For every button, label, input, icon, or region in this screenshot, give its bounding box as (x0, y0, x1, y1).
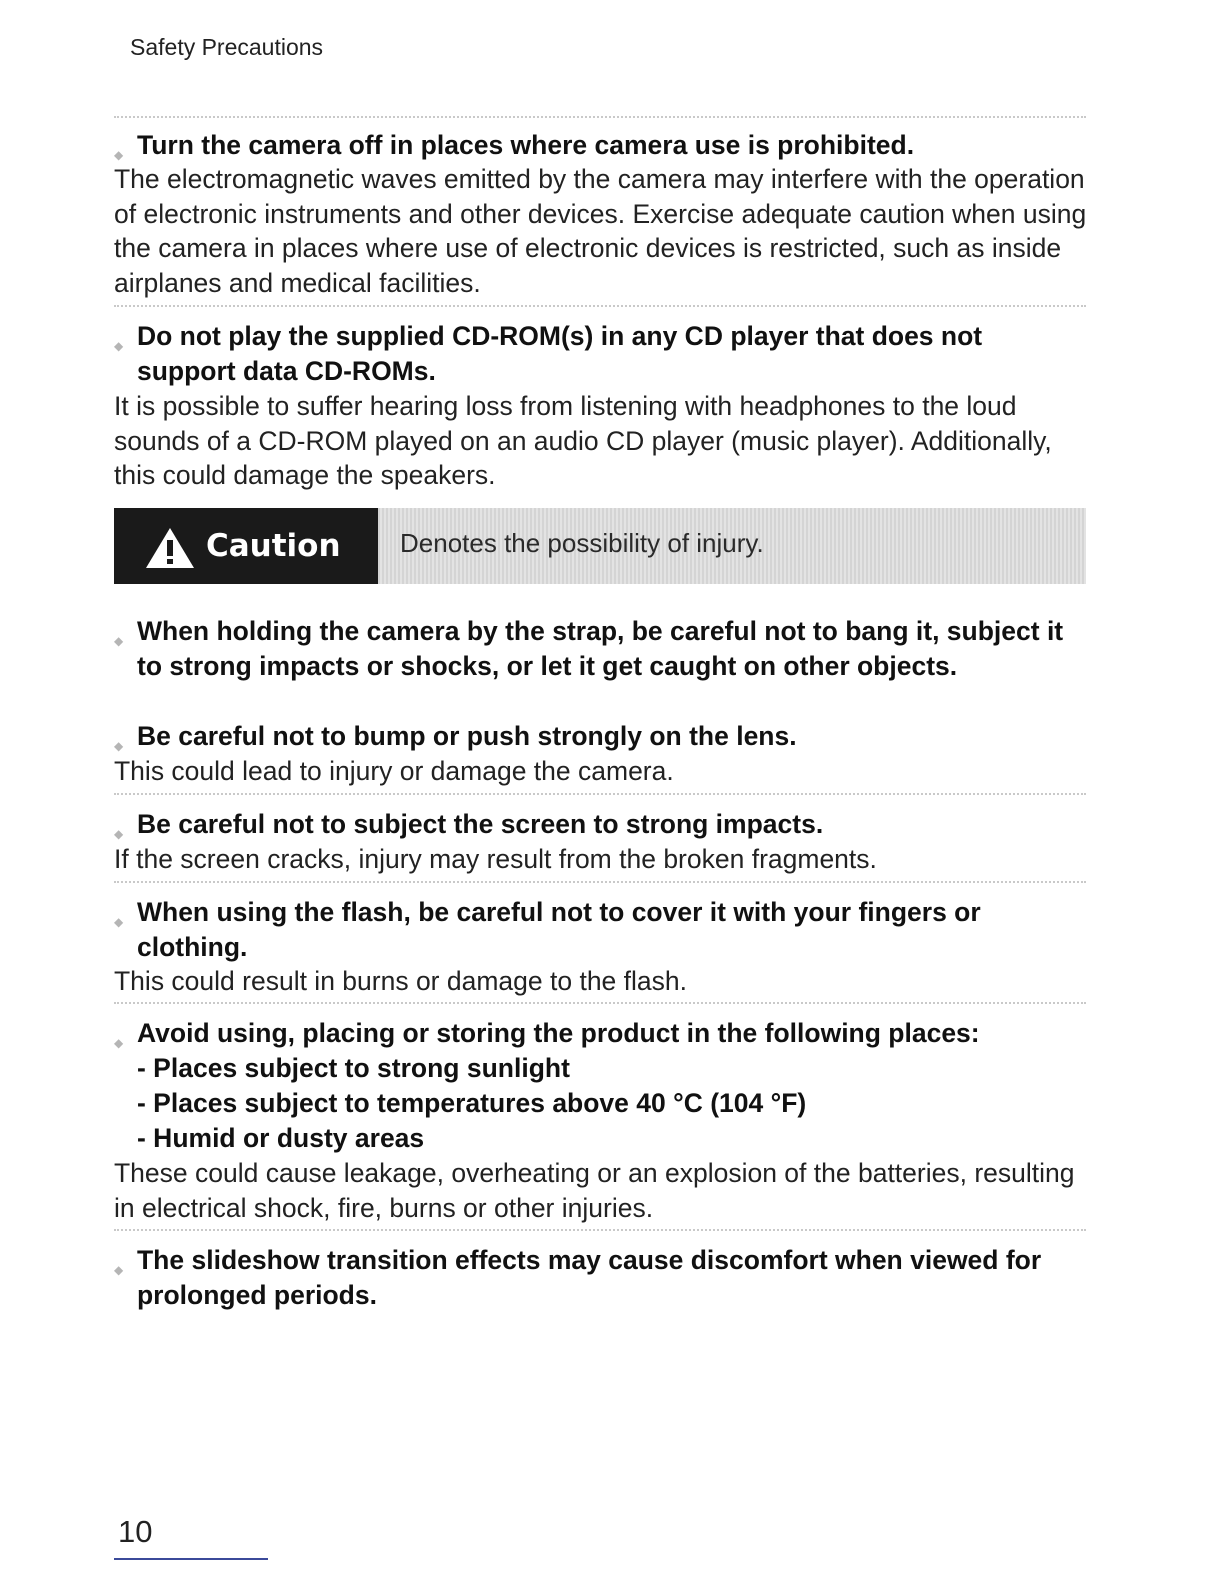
divider (114, 793, 1086, 795)
caution-heading (114, 1243, 1086, 1313)
bullet-icon: ◆ (114, 739, 124, 753)
warning-body: It is possible to suffer hearing loss from listening with headphones to the loud sounds of a CD-ROM played on an audio CD player (music player). Additionally, this could damage the speakers. (114, 391, 1052, 490)
caution-body: If the screen cracks, injury may result from the broken fragments. (114, 844, 877, 874)
caution-heading (114, 895, 1086, 965)
bullet-icon: ◆ (114, 634, 124, 648)
heading-text: Be careful not to subject the screen to strong impacts. (137, 809, 824, 839)
page-number: 10 (118, 1514, 153, 1549)
divider (114, 116, 1086, 118)
caution-heading (114, 807, 1086, 842)
caution-heading (114, 1016, 1086, 1156)
caution-description: Denotes the possibility of injury. (400, 528, 764, 558)
warning-body: The electromagnetic waves emitted by the camera may interfere with the operation of electronic instruments and other devices. Exercise adequate caution when using the camera in places where use of electronic devices is restricted, such as inside airplanes and medical facilities. (114, 164, 1087, 298)
bullet-icon: ◆ (114, 148, 124, 162)
sub-item: - Places subject to temperatures above 40 °C (104 °F) (137, 1088, 807, 1118)
divider (114, 1229, 1086, 1231)
bullet-icon: ◆ (114, 1263, 124, 1277)
caution-label: Caution (206, 528, 341, 564)
caution-body: These could cause leakage, overheating or an explosion of the batteries, resulting in electrical shock, fire, burns or other injuries. (114, 1158, 1075, 1223)
caution-banner (114, 508, 1086, 584)
warning-heading (114, 319, 1086, 389)
sub-item: - Places subject to strong sunlight (137, 1053, 570, 1083)
heading-text: When holding the camera by the strap, be careful not to bang it, subject it to strong impacts or shocks, or let it get caught on other objects. (137, 616, 1064, 681)
heading-text: The slideshow transition effects may cause discomfort when viewed for prolonged periods. (137, 1245, 1042, 1310)
heading-text: Turn the camera off in places where camera use is prohibited. (137, 130, 915, 160)
page-header: Safety Precautions (130, 34, 324, 60)
sub-item: - Humid or dusty areas (137, 1123, 425, 1153)
divider (114, 305, 1086, 307)
bullet-icon: ◆ (114, 339, 124, 353)
page-number-rule (114, 1558, 268, 1560)
warning-triangle-icon (144, 526, 196, 570)
caution-description-box (378, 508, 1086, 584)
heading-text: Avoid using, placing or storing the product in the following places: (137, 1018, 980, 1048)
caution-heading (114, 719, 1086, 754)
caution-body: This could result in burns or damage to the flash. (114, 966, 687, 996)
heading-text: Do not play the supplied CD-ROM(s) in any CD player that does not support data CD-ROMs. (137, 321, 983, 386)
heading-text: Be careful not to bump or push strongly on the lens. (137, 721, 797, 751)
bullet-icon: ◆ (114, 915, 124, 929)
warning-heading (114, 128, 1086, 163)
bullet-icon: ◆ (114, 827, 124, 841)
caution-body: This could lead to injury or damage the camera. (114, 756, 674, 786)
caution-heading (114, 614, 1086, 684)
heading-text: When using the flash, be careful not to cover it with your fingers or clothing. (137, 897, 981, 962)
bullet-icon: ◆ (114, 1036, 124, 1050)
caution-label-box (114, 508, 378, 584)
divider (114, 881, 1086, 883)
divider (114, 1002, 1086, 1004)
